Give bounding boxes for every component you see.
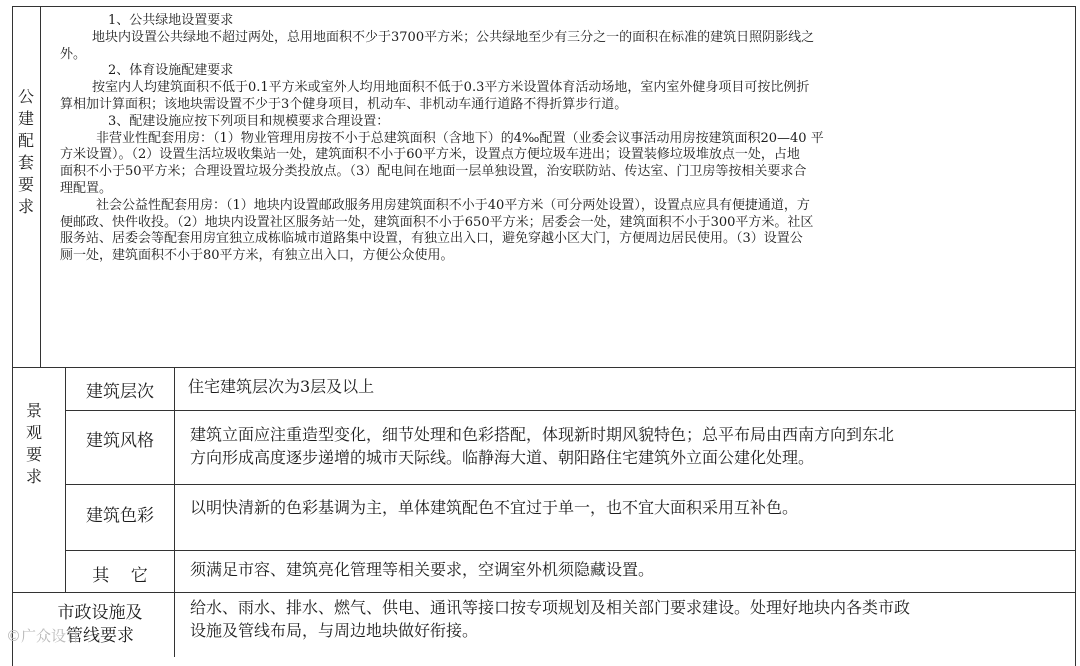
sports-heading: 2、体育设施配建要求: [108, 63, 234, 79]
other-label: 其 它: [92, 566, 148, 586]
facilities-heading: 3、配建设施应按下列项目和规模要求合理设置：: [108, 113, 390, 129]
divider-landscape-content: [174, 367, 175, 657]
welfare-text-3: 服务站、居委会等配套用房宜独立成栋临城市道路集中设置，有独立出入口，避免穿越小区大门，方便周边居民使用。（3）设置公: [60, 231, 803, 247]
building-style-label: 建筑风格: [86, 431, 154, 451]
section-public-label: 公建配套要求: [17, 87, 34, 216]
divider-public-landscape: [12, 367, 1076, 368]
divider-landscape-row2: [65, 484, 1076, 485]
building-height-label: 建筑层次: [86, 382, 154, 402]
welfare-text-4: 厕一处，建筑面积不小于80平方米，有独立出入口，方便公众使用。: [60, 248, 454, 264]
building-style-line-2: 方向形成高度逐步递增的城市天际线。临静海大道、朝阳路住宅建筑外立面公建化处理。: [190, 448, 815, 467]
nonprofit-text-4: 理配置。: [60, 180, 113, 196]
section-landscape-label: 景观要求: [25, 401, 42, 486]
municipal-line-2: 设施及管线布局，与周边地块做好衔接。: [190, 621, 479, 640]
municipal-line-1: 给水、雨水、排水、燃气、供电、通讯等接口按专项规划及相关部门要求建设。处理好地块内各类市政: [190, 598, 911, 617]
watermark: ©广众设计: [6, 627, 82, 645]
welfare-text-2: 便邮政、快件收投。（2）地块内设置社区服务站一处，建筑面积不小于650平方米；居委会一处，建筑面积不小于300平方米。社区: [60, 214, 814, 230]
building-height-line: 住宅建筑层次为3层及以上: [188, 377, 375, 396]
nonprofit-text-2: 方米设置）。（2）设置生活垃圾收集站一处，建筑面积不小于60平方米，设置点方便垃圾车进出；设置装修垃圾堆放点一处，占地: [60, 147, 800, 163]
divider-landscape-municipal: [12, 592, 1076, 593]
greenland-text-cont: 外。: [60, 46, 87, 62]
building-color-text: [190, 496, 1070, 519]
building-style-text: [190, 423, 1070, 469]
municipal-text: [190, 596, 1070, 642]
municipal-label-line-1: 市政设施及: [57, 603, 143, 623]
divider-landscape-row3: [65, 550, 1076, 551]
greenland-text: 地块内设置公共绿地不超过两处，总用地面积不少于3700平方米；公共绿地至少有三分之一的面积在标准的建筑日照阴影线之: [92, 29, 815, 45]
municipal-label-line-2: 管线要求: [66, 626, 134, 646]
other-line: 须满足市容、建筑亮化管理等相关要求，空调室外机须隐藏设置。: [190, 560, 655, 579]
public-requirements-text: [56, 13, 1068, 265]
building-color-line: 以明快清新的色彩基调为主，单体建筑配色不宜过于单一，也不宜大面积采用互补色。: [190, 498, 799, 517]
sports-text-cont: 算相加计算面积；该地块需设置不少于3个健身项目，机动车、非机动车通行道路不得折算步行道。: [60, 96, 628, 112]
building-height-text: [188, 375, 1068, 398]
divider-public-label: [40, 6, 41, 367]
building-style-line-1: 建筑立面应注重造型变化，细节处理和色彩搭配，体现新时期风貌特色；总平布局由西南方向到东北: [190, 425, 895, 444]
welfare-text: 社会公益性配套用房：（1）地块内设置邮政服务用房建筑面积不小于40平方米（可分两处设置），设置点应具有便捷通道，方: [96, 197, 810, 213]
greenland-heading: 1、公共绿地设置要求: [108, 13, 234, 28]
divider-landscape-row1: [65, 410, 1076, 411]
nonprofit-text: 非营业性配套用房：（1）物业管理用房按不小于总建筑面积（含地下）的4‰配置（业委会议事活动用房按建筑面积20—40 平: [96, 130, 824, 146]
other-text: [190, 558, 1070, 581]
sports-text: 按室内人均建筑面积不低于0.1平方米或室外人均用地面积不低于0.3平方米设置体育活动场地，室内室外健身项目可按比例折: [92, 80, 810, 96]
nonprofit-text-3: 面积不小于50平方米；合理设置垃圾分类投放点。（3）配电间在地面一层单独设置，治安联防站、传达室、门卫房等按相关要求合: [60, 164, 807, 180]
building-color-label: 建筑色彩: [86, 506, 154, 526]
